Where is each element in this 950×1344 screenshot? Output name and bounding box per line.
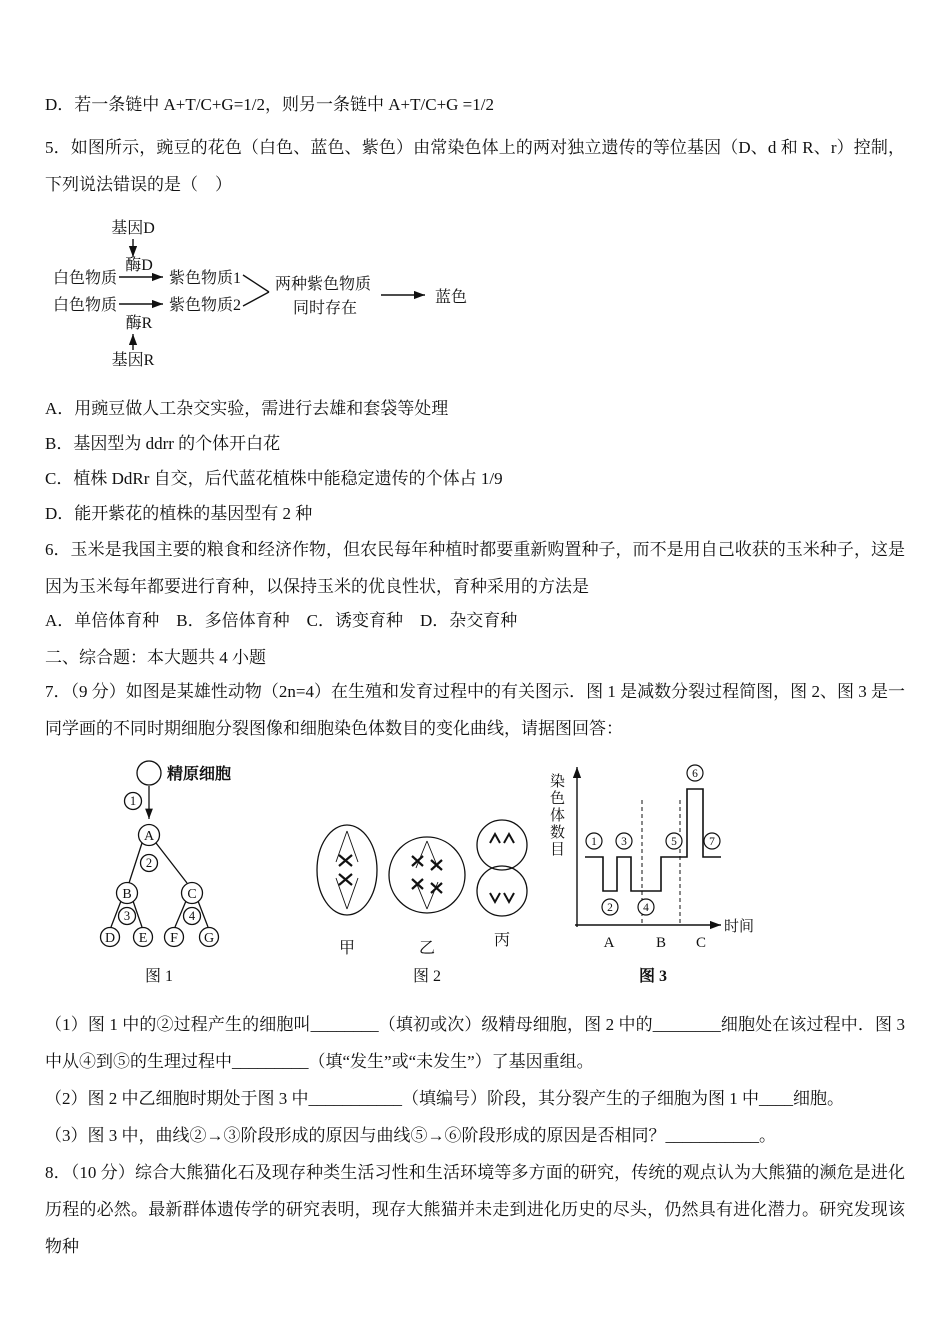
fig2-caption: 图 2 xyxy=(412,968,442,985)
step-1-number: 1 xyxy=(129,794,137,808)
q7-sub-3: （3）图 3 中，曲线②→③阶段形成的原因与曲线⑤→⑥阶段形成的原因是否相同？___________。 xyxy=(45,1126,776,1145)
node-c-label: C xyxy=(187,887,197,902)
fig3-point-numbers xyxy=(591,768,715,914)
q5-option-d: D．能开紫花的植株的基因型有 2 种 xyxy=(45,504,313,523)
q7-stem: 7．（9 分）如图是某雄性动物（2n=4）在生殖和发育过程中的有关图示．图 1 是减数分裂过程简图，图 2、图 3 是一同学画的不同时期细胞分裂图像和细胞染色体数目的变化曲线，请据图回答： xyxy=(45,682,905,738)
fig3-point-markers xyxy=(586,765,720,915)
cell-yi-label: 乙 xyxy=(418,940,436,957)
fig3-phase-b-label: B xyxy=(655,935,667,951)
purple-substance-1-label: 紫色物质1 xyxy=(169,270,242,287)
node-g-label: G xyxy=(203,931,215,946)
fig3-y-axis-label: 染色体数目 xyxy=(548,773,564,858)
node-b-label: B xyxy=(122,887,132,902)
gene-r-label: 基因R xyxy=(111,352,155,369)
fig3-caption: 图 3 xyxy=(638,968,668,985)
cell-jia-membrane xyxy=(317,825,377,915)
point-2-number: 2 xyxy=(607,902,613,914)
cell-yi-spindle xyxy=(416,841,438,909)
q6-stem: 6．玉米是我国主要的粮食和经济作物，但农民每年种植时都要重新购置种子，而不是用自己收获的玉米种子，这是因为玉米每年都要进行育种，以保持玉米的优良性状，育种采用的方法是 xyxy=(45,540,905,596)
node-a-label: A xyxy=(143,829,155,844)
point-4-number: 4 xyxy=(643,902,649,914)
blue-result-label: 蓝色 xyxy=(435,289,468,306)
point-1-number: 1 xyxy=(591,836,597,848)
q5-option-a: A．用豌豆做人工杂交实验，需进行去雄和套袋等处理 xyxy=(45,399,449,418)
fig1-caption: 图 1 xyxy=(144,968,174,985)
q5-figure-arrows xyxy=(119,239,425,350)
fig2-cells xyxy=(317,820,527,916)
q5-figure xyxy=(47,213,497,373)
q7-sub-1: （1）图 1 中的②过程产生的细胞叫________（填初或次）级精母细胞，图 2 中的________细胞处在该过程中．图 3 中从④到⑤的生理过程中_________（填“发生”或“未发生”）了基因重组。 xyxy=(45,1015,905,1071)
step-4-number: 4 xyxy=(188,909,196,923)
point-5-number: 5 xyxy=(671,836,677,848)
coexist-label: 同时存在 xyxy=(293,300,358,317)
fig1-meiosis-tree xyxy=(101,761,219,947)
q5-stem: 5．如图所示，豌豆的花色（白色、蓝色、紫色）由常染色体上的两对独立遗传的等位基因（D、d 和 R、r）控制，下列说法错误的是（ ） xyxy=(45,138,905,194)
q5-option-c: C．植株 DdRr 自交，后代蓝花植株中能稳定遗传的个体占 1/9 xyxy=(45,469,503,488)
purple-substance-2-label: 紫色物质2 xyxy=(169,297,242,314)
spermatogonium-circle xyxy=(137,761,161,785)
step-3-number: 3 xyxy=(123,909,131,923)
q7-figures xyxy=(97,755,757,990)
q5-option-b: B．基因型为 ddrr 的个体开白花 xyxy=(45,434,281,453)
fig3-phase-a-label: A xyxy=(603,935,615,951)
fig3-phase-c-label: C xyxy=(695,935,707,951)
cell-yi-membrane xyxy=(389,837,465,913)
fig3-labels xyxy=(548,772,754,985)
point-3-number: 3 xyxy=(621,836,627,848)
step-2-number: 2 xyxy=(145,856,153,870)
node-e-label: E xyxy=(138,931,148,946)
cell-bing-label: 丙 xyxy=(493,932,511,949)
cell-bing-lobe-bottom xyxy=(477,866,527,916)
q7-sub-2: （2）图 2 中乙细胞时期处于图 3 中___________（填编号）阶段，其分裂产生的子细胞为图 1 中____细胞。 xyxy=(45,1089,844,1108)
gene-d-label: 基因D xyxy=(111,220,155,237)
cell-jia-spindle xyxy=(336,831,358,909)
two-purple-label: 两种紫色物质 xyxy=(275,276,372,293)
q4-option-d: D．若一条链中 A+T/C+G=1/2，则另一条链中 A+T/C+G =1/2 xyxy=(45,95,494,114)
cell-bing-lobe-top xyxy=(477,820,527,870)
fig1-labels xyxy=(105,764,231,985)
white-substance-2-label: 白色物质 xyxy=(53,297,118,314)
cell-jia-label: 甲 xyxy=(338,940,356,957)
point-7-number: 7 xyxy=(709,836,715,848)
section-2-header: 二、综合题：本大题共 4 小题 xyxy=(45,648,266,667)
node-f-label: F xyxy=(170,931,178,946)
converge-lines xyxy=(243,275,269,306)
node-d-label: D xyxy=(104,931,116,946)
point-6-number: 6 xyxy=(692,768,698,780)
fig3-x-axis-label: 时间 xyxy=(724,919,755,935)
cell-jia-chromosomes xyxy=(339,855,352,885)
cell-yi-chromosomes xyxy=(412,856,442,893)
q8-stem: 8．（10 分）综合大熊猫化石及现存种类生活习性和生活环境等多方面的研究，传统的观点认为大熊猫的濒危是进化历程的必然。最新群体遗传学的研究表明，现存大熊猫并未走到进化历史的尽头，仍然具有进化潜力。研究发现该物种 xyxy=(45,1163,905,1256)
q6-options: A．单倍体育种 B．多倍体育种 C．诱变育种 D．杂交育种 xyxy=(45,611,518,630)
enzyme-d-label: 酶D xyxy=(125,257,153,274)
enzyme-r-label: 酶R xyxy=(125,315,153,332)
fig2-labels xyxy=(339,931,510,985)
spermatogonium-label: 精原细胞 xyxy=(167,766,232,783)
white-substance-1-label: 白色物质 xyxy=(53,270,118,287)
fig3-curve xyxy=(585,789,721,891)
